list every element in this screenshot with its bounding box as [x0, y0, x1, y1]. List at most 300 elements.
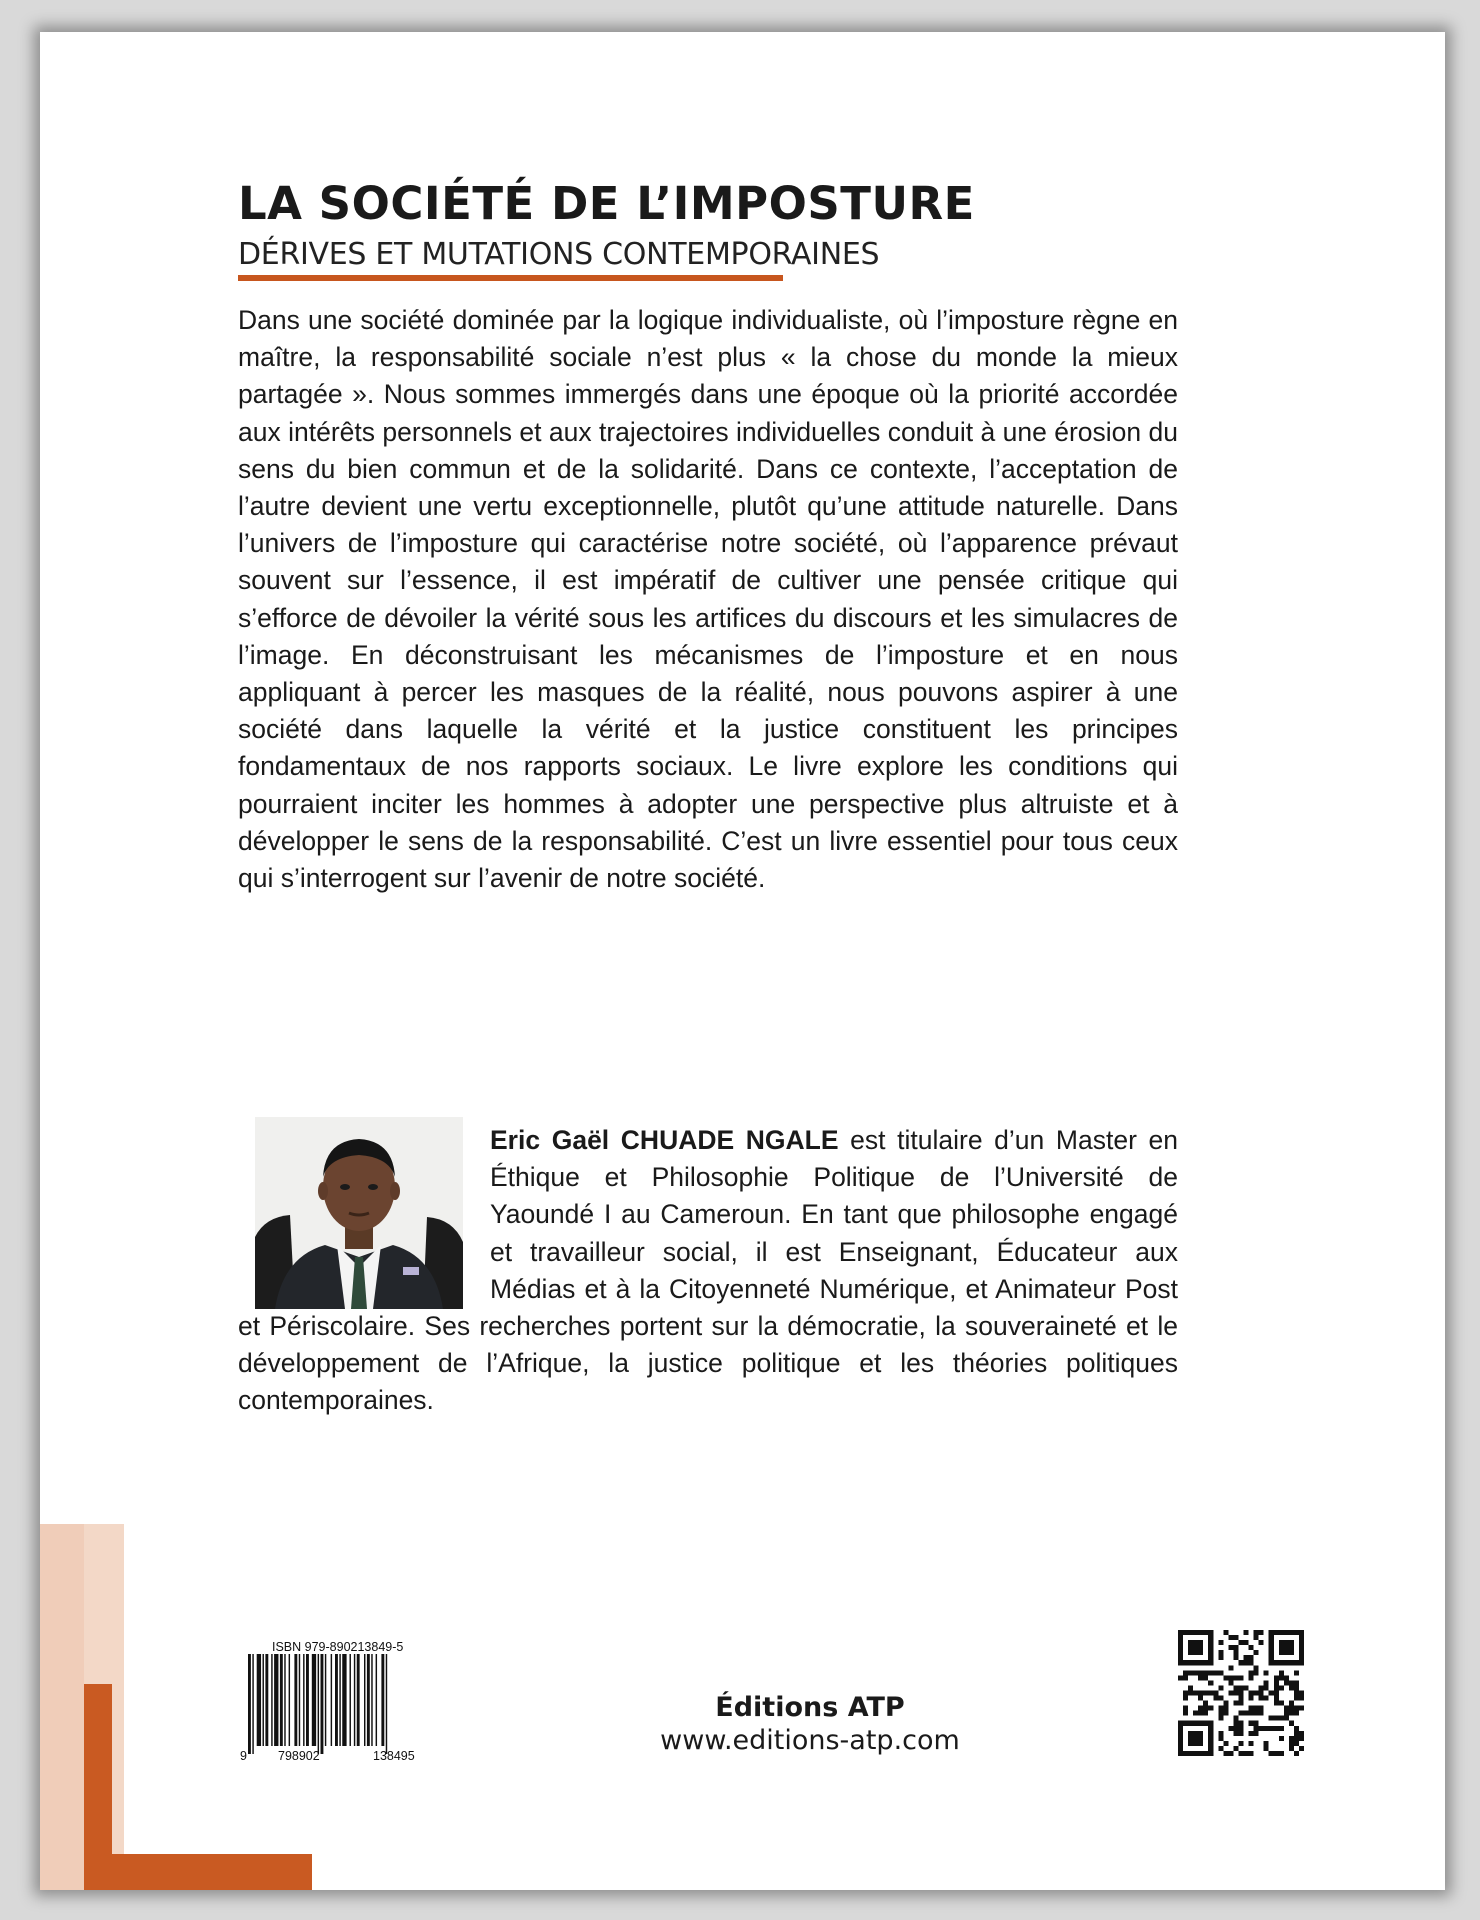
qr-module [1284, 1680, 1289, 1685]
qr-module [1259, 1630, 1264, 1635]
qr-module [1223, 1701, 1228, 1706]
qr-module [1299, 1640, 1304, 1645]
qr-module [1284, 1640, 1289, 1645]
qr-module [1238, 1701, 1243, 1706]
qr-module [1178, 1746, 1183, 1751]
qr-module [1299, 1706, 1304, 1711]
qr-module [1289, 1711, 1294, 1716]
qr-module [1274, 1630, 1279, 1635]
qr-module [1223, 1706, 1228, 1711]
qr-module [1188, 1645, 1193, 1650]
qr-module [1208, 1670, 1213, 1675]
qr-module [1299, 1630, 1304, 1635]
barcode-bar [339, 1654, 340, 1746]
book-subtitle: DÉRIVES ET MUTATIONS CONTEMPORAINES [238, 237, 880, 272]
qr-module [1279, 1640, 1284, 1645]
qr-module [1183, 1751, 1188, 1756]
qr-module [1203, 1675, 1208, 1680]
qr-module [1279, 1685, 1284, 1690]
qr-module [1274, 1701, 1279, 1706]
barcode-bar [312, 1654, 316, 1746]
qr-module [1294, 1731, 1299, 1736]
barcode-bar [386, 1654, 387, 1754]
qr-module [1299, 1746, 1304, 1751]
qr-module [1183, 1690, 1188, 1695]
qr-module [1208, 1751, 1213, 1756]
qr-module [1269, 1690, 1274, 1695]
qr-module [1228, 1665, 1233, 1670]
qr-module [1178, 1640, 1183, 1645]
barcode-bar [274, 1654, 278, 1746]
qr-module [1284, 1675, 1289, 1680]
qr-module [1203, 1670, 1208, 1675]
qr-module [1274, 1680, 1279, 1685]
qr-module [1228, 1635, 1233, 1640]
decor-peach-strip [40, 1524, 84, 1890]
qr-module [1193, 1721, 1198, 1726]
qr-module [1193, 1711, 1198, 1716]
qr-module [1264, 1746, 1269, 1751]
qr-module [1233, 1650, 1238, 1655]
qr-module [1294, 1711, 1299, 1716]
qr-module [1198, 1670, 1203, 1675]
photo-spacer [238, 1122, 490, 1302]
qr-module [1254, 1711, 1259, 1716]
qr-module [1203, 1630, 1208, 1635]
qr-module [1213, 1690, 1218, 1695]
qr-module [1178, 1751, 1183, 1756]
barcode-bar [321, 1654, 324, 1754]
qr-module [1294, 1660, 1299, 1665]
publisher-name: Éditions ATP [715, 1692, 905, 1723]
qr-module [1289, 1660, 1294, 1665]
qr-module [1218, 1736, 1223, 1741]
qr-module [1208, 1690, 1213, 1695]
qr-module [1244, 1655, 1249, 1660]
decor-orange-horizontal [84, 1854, 312, 1890]
qr-module [1233, 1690, 1238, 1695]
qr-module [1254, 1630, 1259, 1635]
barcode-digits-left: 798902 [278, 1749, 320, 1763]
qr-module [1218, 1670, 1223, 1675]
qr-module [1279, 1726, 1284, 1731]
publisher-block [660, 1692, 960, 1756]
qr-module [1188, 1640, 1193, 1645]
qr-module [1233, 1716, 1238, 1721]
qr-module [1254, 1690, 1259, 1695]
qr-module [1279, 1650, 1284, 1655]
qr-module [1249, 1655, 1254, 1660]
qr-module [1294, 1690, 1299, 1695]
qr-module [1208, 1731, 1213, 1736]
qr-module [1289, 1701, 1294, 1706]
qr-module [1254, 1721, 1259, 1726]
qr-module [1259, 1685, 1264, 1690]
qr-module [1249, 1751, 1254, 1756]
barcode-bar [294, 1654, 297, 1746]
qr-module [1188, 1630, 1193, 1635]
qr-module [1254, 1731, 1259, 1736]
qr-module [1269, 1726, 1274, 1731]
barcode-bar [303, 1654, 304, 1746]
qr-module [1269, 1655, 1274, 1660]
barcode-bar [248, 1654, 251, 1754]
barcode-bar [331, 1654, 332, 1746]
qr-module [1264, 1726, 1269, 1731]
qr-module [1208, 1721, 1213, 1726]
qr-module [1208, 1645, 1213, 1650]
qr-module [1178, 1721, 1183, 1726]
qr-module [1284, 1650, 1289, 1655]
barcode-bar [364, 1654, 365, 1746]
qr-module [1198, 1696, 1203, 1701]
qr-module [1198, 1660, 1203, 1665]
qr-module [1289, 1706, 1294, 1711]
qr-module [1289, 1741, 1294, 1746]
qr-module [1188, 1670, 1193, 1675]
qr-module [1178, 1726, 1183, 1731]
qr-module [1198, 1736, 1203, 1741]
qr-module [1203, 1701, 1208, 1706]
qr-module [1264, 1680, 1269, 1685]
qr-module [1249, 1711, 1254, 1716]
qr-module [1233, 1635, 1238, 1640]
qr-module [1188, 1741, 1193, 1746]
qr-module [1188, 1660, 1193, 1665]
qr-module [1264, 1685, 1269, 1690]
qr-module [1228, 1645, 1233, 1650]
barcode-bar [376, 1654, 377, 1746]
qr-module [1289, 1746, 1294, 1751]
qr-module [1259, 1726, 1264, 1731]
qr-module [1223, 1675, 1228, 1680]
qr-module [1244, 1630, 1249, 1635]
barcode-bar [325, 1654, 326, 1746]
qr-module [1203, 1751, 1208, 1756]
qr-module [1208, 1736, 1213, 1741]
qr-module [1274, 1696, 1279, 1701]
qr-module [1289, 1650, 1294, 1655]
qr-module [1254, 1670, 1259, 1675]
qr-module [1193, 1670, 1198, 1675]
qr-module [1213, 1696, 1218, 1701]
qr-module [1299, 1655, 1304, 1660]
qr-module [1299, 1660, 1304, 1665]
qr-module [1284, 1645, 1289, 1650]
back-cover [40, 32, 1445, 1890]
qr-module [1279, 1630, 1284, 1635]
qr-module [1264, 1670, 1269, 1675]
qr-module [1233, 1685, 1238, 1690]
qr-module [1208, 1635, 1213, 1640]
qr-module [1228, 1751, 1233, 1756]
qr-module [1294, 1706, 1299, 1711]
qr-module [1254, 1706, 1259, 1711]
qr-module [1193, 1630, 1198, 1635]
qr-module [1198, 1650, 1203, 1655]
qr-module [1188, 1690, 1193, 1695]
barcode-bar [350, 1654, 351, 1746]
qr-module [1208, 1640, 1213, 1645]
qr-module [1188, 1650, 1193, 1655]
qr-module [1264, 1696, 1269, 1701]
qr-module [1284, 1706, 1289, 1711]
qr-module [1299, 1635, 1304, 1640]
qr-module [1269, 1635, 1274, 1640]
qr-module [1289, 1736, 1294, 1741]
qr-module [1203, 1721, 1208, 1726]
barcode-bar [265, 1654, 268, 1746]
barcode-bar [263, 1654, 264, 1746]
barcode-bar [342, 1654, 346, 1746]
qr-module [1238, 1675, 1243, 1680]
qr-module [1188, 1736, 1193, 1741]
qr-module [1289, 1645, 1294, 1650]
qr-module [1198, 1731, 1203, 1736]
barcode-bar [299, 1654, 300, 1746]
qr-module [1223, 1751, 1228, 1756]
qr-module [1254, 1726, 1259, 1731]
isbn-label: ISBN 979-890213849-5 [272, 1640, 404, 1654]
qr-module [1238, 1640, 1243, 1645]
qr-code-icon [1178, 1630, 1304, 1756]
qr-module [1284, 1711, 1289, 1716]
qr-module [1238, 1751, 1243, 1756]
qr-module [1274, 1660, 1279, 1665]
qr-module [1284, 1660, 1289, 1665]
qr-module [1188, 1751, 1193, 1756]
qr-module [1208, 1726, 1213, 1731]
qr-module [1233, 1645, 1238, 1650]
qr-module [1198, 1675, 1203, 1680]
barcode-bar [280, 1654, 283, 1746]
qr-module [1183, 1630, 1188, 1635]
author-name: Eric Gaël CHUADE NGALE [490, 1125, 839, 1155]
qr-module [1269, 1630, 1274, 1635]
barcode-bar [335, 1654, 338, 1746]
qr-module [1193, 1645, 1198, 1650]
qr-module [1249, 1690, 1254, 1695]
qr-module [1269, 1660, 1274, 1665]
qr-module [1233, 1721, 1238, 1726]
qr-module [1203, 1690, 1208, 1695]
qr-module [1299, 1736, 1304, 1741]
qr-module [1193, 1690, 1198, 1695]
qr-module [1294, 1685, 1299, 1690]
qr-module [1178, 1741, 1183, 1746]
qr-module [1218, 1640, 1223, 1645]
barcode-icon [240, 1640, 455, 1765]
qr-module [1289, 1640, 1294, 1645]
qr-module [1274, 1685, 1279, 1690]
qr-module [1178, 1645, 1183, 1650]
qr-module [1274, 1726, 1279, 1731]
qr-module [1178, 1650, 1183, 1655]
qr-module [1233, 1731, 1238, 1736]
qr-module [1254, 1650, 1259, 1655]
qr-module [1238, 1731, 1243, 1736]
qr-module [1294, 1741, 1299, 1746]
barcode-bar [306, 1654, 309, 1746]
qr-module [1218, 1655, 1223, 1660]
qr-module [1188, 1685, 1193, 1690]
qr-module [1183, 1696, 1188, 1701]
qr-module [1274, 1716, 1279, 1721]
qr-module [1218, 1685, 1223, 1690]
qr-module [1208, 1741, 1213, 1746]
qr-module [1208, 1630, 1213, 1635]
qr-module [1178, 1635, 1183, 1640]
qr-module [1233, 1675, 1238, 1680]
barcode-bar [284, 1654, 285, 1746]
qr-module [1178, 1731, 1183, 1736]
qr-module [1193, 1650, 1198, 1655]
qr-module [1183, 1660, 1188, 1665]
barcode-bar [371, 1654, 372, 1746]
qr-module [1193, 1660, 1198, 1665]
qr-module [1249, 1741, 1254, 1746]
publisher-url[interactable]: www.editions-atp.com [660, 1725, 960, 1756]
qr-module [1203, 1660, 1208, 1665]
qr-module [1244, 1711, 1249, 1716]
qr-module [1269, 1716, 1274, 1721]
qr-module [1228, 1680, 1233, 1685]
qr-module [1249, 1660, 1254, 1665]
qr-module [1274, 1751, 1279, 1756]
qr-module [1269, 1640, 1274, 1645]
barcode-digit-first: 9 [240, 1749, 247, 1763]
qr-module [1259, 1711, 1264, 1716]
qr-module [1228, 1726, 1233, 1731]
qr-module [1249, 1731, 1254, 1736]
qr-module [1238, 1690, 1243, 1695]
qr-module [1193, 1736, 1198, 1741]
qr-module [1178, 1655, 1183, 1660]
qr-module [1198, 1645, 1203, 1650]
qr-module [1238, 1696, 1243, 1701]
qr-module [1279, 1701, 1284, 1706]
qr-module [1249, 1670, 1254, 1675]
qr-module [1269, 1645, 1274, 1650]
qr-module [1183, 1670, 1188, 1675]
qr-module [1249, 1696, 1254, 1701]
qr-module [1294, 1696, 1299, 1701]
qr-module [1269, 1751, 1274, 1756]
qr-module [1244, 1685, 1249, 1690]
qr-module [1218, 1746, 1223, 1751]
qr-module [1269, 1650, 1274, 1655]
qr-module [1183, 1721, 1188, 1726]
qr-module [1279, 1716, 1284, 1721]
qr-module [1198, 1630, 1203, 1635]
qr-module [1208, 1680, 1213, 1685]
qr-module [1178, 1660, 1183, 1665]
qr-module [1299, 1696, 1304, 1701]
qr-module [1208, 1650, 1213, 1655]
qr-module [1249, 1675, 1254, 1680]
qr-module [1228, 1690, 1233, 1695]
barcode-bar [367, 1654, 370, 1746]
qr-module [1213, 1670, 1218, 1675]
qr-module [1178, 1630, 1183, 1635]
qr-module [1218, 1711, 1223, 1716]
qr-module [1193, 1751, 1198, 1756]
qr-module [1208, 1706, 1213, 1711]
qr-module [1223, 1630, 1228, 1635]
qr-module [1238, 1726, 1243, 1731]
qr-module [1238, 1685, 1243, 1690]
qr-module [1279, 1670, 1284, 1675]
qr-module [1279, 1675, 1284, 1680]
qr-module [1238, 1711, 1243, 1716]
qr-module [1259, 1640, 1264, 1645]
qr-module [1188, 1721, 1193, 1726]
qr-module [1244, 1640, 1249, 1645]
qr-module [1289, 1685, 1294, 1690]
qr-module [1299, 1731, 1304, 1736]
barcode-bar [357, 1654, 360, 1746]
barcode-bar [257, 1654, 261, 1746]
barcode-bar [354, 1654, 355, 1746]
qr-module [1218, 1696, 1223, 1701]
qr-module [1254, 1635, 1259, 1640]
qr-module [1203, 1711, 1208, 1716]
qr-module [1299, 1690, 1304, 1695]
qr-module [1274, 1690, 1279, 1695]
qr-module [1284, 1716, 1289, 1721]
qr-module [1289, 1630, 1294, 1635]
qr-module [1254, 1665, 1259, 1670]
barcode-digits-right: 138495 [373, 1749, 415, 1763]
qr-module [1198, 1741, 1203, 1746]
qr-module [1233, 1655, 1238, 1660]
qr-module [1218, 1716, 1223, 1721]
qr-module [1198, 1706, 1203, 1711]
qr-module [1208, 1746, 1213, 1751]
qr-module [1279, 1660, 1284, 1665]
qr-module [1238, 1660, 1243, 1665]
qr-module [1294, 1670, 1299, 1675]
qr-module [1178, 1736, 1183, 1741]
qr-module [1193, 1731, 1198, 1736]
qr-module [1183, 1675, 1188, 1680]
book-summary: Dans une société dominée par la logique individualiste, où l’imposture règne en maître, la responsabilité sociale n’est plus « la chose du monde la mieux partagée ». Nous sommes immergés dans une époque où la priorité accordée aux intérêts personnels et aux trajectoires individuelles conduit à une érosion du sens du bien commun et de la solidarité. Dans ce contexte, l’acceptation de l’autre devient une vertu exceptionnelle, plutôt qu’une attitude naturelle. Dans l’univers de l’imposture qui caractérise notre société, où l’apparence prévaut souvent sur l’essence, il est impératif de cultiver une pensée critique qui s’efforce de dévoiler la vérité sous les artifices du discours et les simulacres de l’image. En déconstruisant les mécanismes de l’imposture et en nous appliquant à percer les masques de la réalité, nous pouvons aspirer à une société dans laquelle la vérité et la justice constituent les principes fondamentaux de nos rapports sociaux. Le livre explore les conditions qui pourraient inciter les hommes à adopter une perspective plus altruiste et à développer le sens de la responsabilité. C’est un livre essentiel pour tous ceux qui s’interrogent sur l’avenir de notre société. [238, 305, 1178, 894]
qr-module [1228, 1675, 1233, 1680]
qr-module [1223, 1711, 1228, 1716]
qr-module [1208, 1660, 1213, 1665]
qr-module [1183, 1711, 1188, 1716]
qr-module [1299, 1645, 1304, 1650]
qr-module [1233, 1701, 1238, 1706]
qr-module [1259, 1690, 1264, 1695]
qr-module [1193, 1640, 1198, 1645]
qr-module [1294, 1726, 1299, 1731]
qr-module [1279, 1736, 1284, 1741]
barcode-bar [289, 1654, 290, 1746]
qr-module [1238, 1721, 1243, 1726]
book-title: LA SOCIÉTÉ DE L’IMPOSTURE [238, 177, 975, 230]
author-bio-text: est titulaire d’un Master en Éthique et Philosophie Politique de l’Université de Yaoundé I au Cameroun. En tant que philosophe engagé et travailleur social, il est Enseignant, Éducateur aux Médias et à la Citoyenneté Numérique, et Animateur Post et Périscolaire. Ses recherches portent sur la démocratie, la souveraineté et le développement de l’Afrique, la justice politique et les théories politiques contemporaines. [238, 1125, 1178, 1416]
qr-module [1198, 1721, 1203, 1726]
qr-module [1294, 1630, 1299, 1635]
qr-module [1193, 1741, 1198, 1746]
qr-module [1198, 1690, 1203, 1695]
qr-module [1279, 1751, 1284, 1756]
qr-module [1299, 1650, 1304, 1655]
qr-module [1208, 1655, 1213, 1660]
qr-module [1294, 1680, 1299, 1685]
qr-module [1198, 1640, 1203, 1645]
